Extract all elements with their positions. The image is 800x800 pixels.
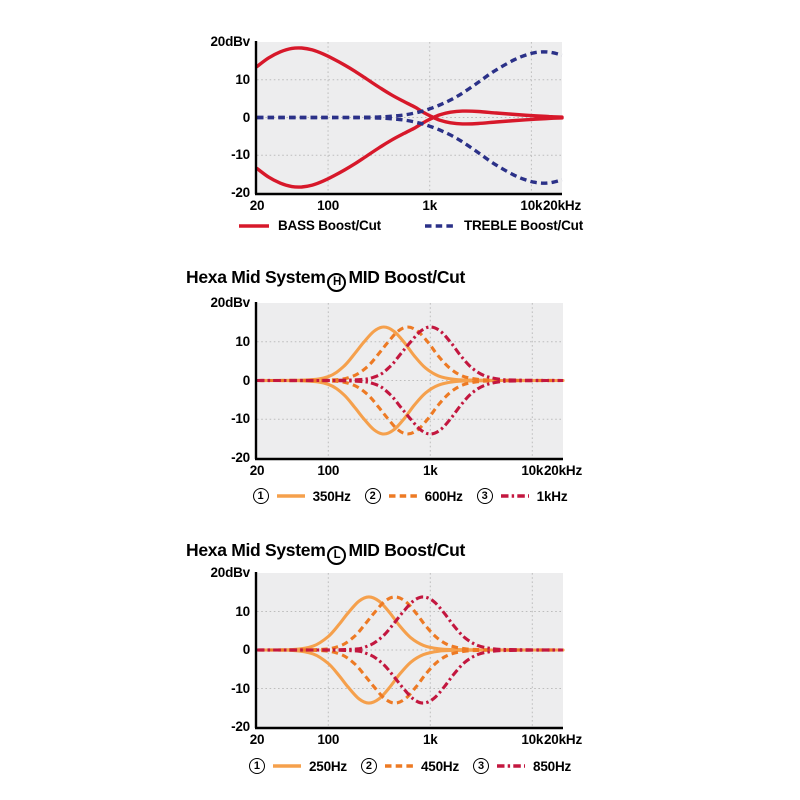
y-tick-label--10: -10 — [231, 147, 250, 163]
y-tick-label--10: -10 — [231, 680, 250, 696]
mid-600-swatch-icon — [388, 492, 418, 500]
x-tick-label-20: 20 — [249, 198, 265, 213]
legend-item-bass — [237, 218, 381, 233]
legend-label-600hz: 600Hz — [424, 488, 463, 504]
circled-l-icon: L — [327, 546, 346, 565]
x-tick-label-20: 20 — [249, 732, 265, 747]
title-prefix: Hexa Mid System — [186, 267, 326, 287]
x-tick-label-1k: 1k — [422, 198, 438, 213]
x-tick-label-100: 100 — [317, 463, 340, 478]
x-tick-label-10k: 10k — [521, 463, 544, 478]
x-tick-label-100: 100 — [317, 198, 340, 213]
y-tick-label--20: -20 — [231, 450, 250, 465]
bass-line-swatch-icon — [237, 222, 271, 230]
hexa-mid-l-legend — [253, 758, 572, 774]
hexa-mid-l-chart — [0, 528, 800, 794]
legend-item-850hz — [473, 758, 571, 774]
bass-treble-plot-canvas — [0, 0, 600, 201]
y-tick-label--20: -20 — [231, 185, 250, 200]
x-tick-label-20kHz: 20kHz — [542, 198, 582, 213]
y-tick-label-10: 10 — [235, 333, 250, 349]
legend-label-bass: BASS Boost/Cut — [278, 218, 381, 233]
legend-item-600hz — [365, 488, 463, 504]
legend-item-450hz — [361, 758, 459, 774]
x-tick-label-1k: 1k — [422, 732, 438, 747]
circled-1-icon: 1 — [249, 758, 265, 774]
circled-h-icon: H — [327, 273, 346, 292]
treble-line-swatch-icon — [423, 222, 457, 230]
hexa-mid-l-plot-canvas — [0, 528, 600, 735]
legend-item-treble — [423, 218, 583, 233]
circled-1-icon: 1 — [253, 488, 269, 504]
legend-label-1khz: 1kHz — [536, 488, 568, 504]
y-tick-label--10: -10 — [231, 411, 250, 427]
title-suffix: MID Boost/Cut — [348, 540, 466, 560]
mid-1k-swatch-icon — [500, 492, 530, 500]
circled-2-icon: 2 — [361, 758, 377, 774]
y-tick-label-10: 10 — [235, 71, 250, 87]
circled-2-icon: 2 — [365, 488, 381, 504]
bass-treble-chart — [0, 0, 800, 252]
hexa-mid-h-plot-canvas — [0, 258, 600, 466]
legend-item-1khz — [477, 488, 568, 504]
x-tick-label-1k: 1k — [422, 463, 438, 478]
title-prefix: Hexa Mid System — [186, 540, 326, 560]
mid-350-swatch-icon — [276, 492, 306, 500]
bass-treble-legend — [257, 218, 583, 233]
y-tick-label-0: 0 — [242, 109, 250, 125]
mid-450-swatch-icon — [384, 762, 414, 770]
legend-item-250hz — [249, 758, 347, 774]
x-tick-label-10k: 10k — [521, 732, 544, 747]
y-tick-label-20: 20dBv — [210, 295, 250, 310]
title-suffix: MID Boost/Cut — [348, 267, 466, 287]
mid-850-swatch-icon — [496, 762, 526, 770]
y-tick-label-20: 20dBv — [210, 565, 250, 580]
x-tick-label-20kHz: 20kHz — [543, 463, 583, 478]
legend-label-treble: TREBLE Boost/Cut — [463, 218, 583, 233]
y-tick-label--20: -20 — [231, 719, 250, 734]
circled-3-icon: 3 — [477, 488, 493, 504]
x-tick-label-20: 20 — [249, 463, 265, 478]
legend-label-250hz: 250Hz — [308, 758, 347, 774]
circled-3-icon: 3 — [473, 758, 489, 774]
y-tick-label-20: 20dBv — [210, 34, 250, 49]
legend-label-350hz: 350Hz — [312, 488, 351, 504]
y-tick-label-0: 0 — [242, 372, 250, 388]
hexa-mid-h-chart — [0, 258, 800, 524]
y-tick-label-0: 0 — [242, 642, 250, 657]
x-tick-label-10k: 10k — [520, 198, 543, 213]
x-tick-label-20kHz: 20kHz — [543, 732, 583, 747]
y-tick-label-10: 10 — [235, 603, 250, 619]
legend-label-850hz: 850Hz — [533, 758, 572, 774]
x-tick-label-100: 100 — [317, 732, 340, 747]
legend-item-350hz — [253, 488, 351, 504]
hexa-mid-h-legend — [257, 488, 568, 504]
legend-label-450hz: 450Hz — [420, 758, 460, 774]
mid-250-swatch-icon — [272, 762, 302, 770]
